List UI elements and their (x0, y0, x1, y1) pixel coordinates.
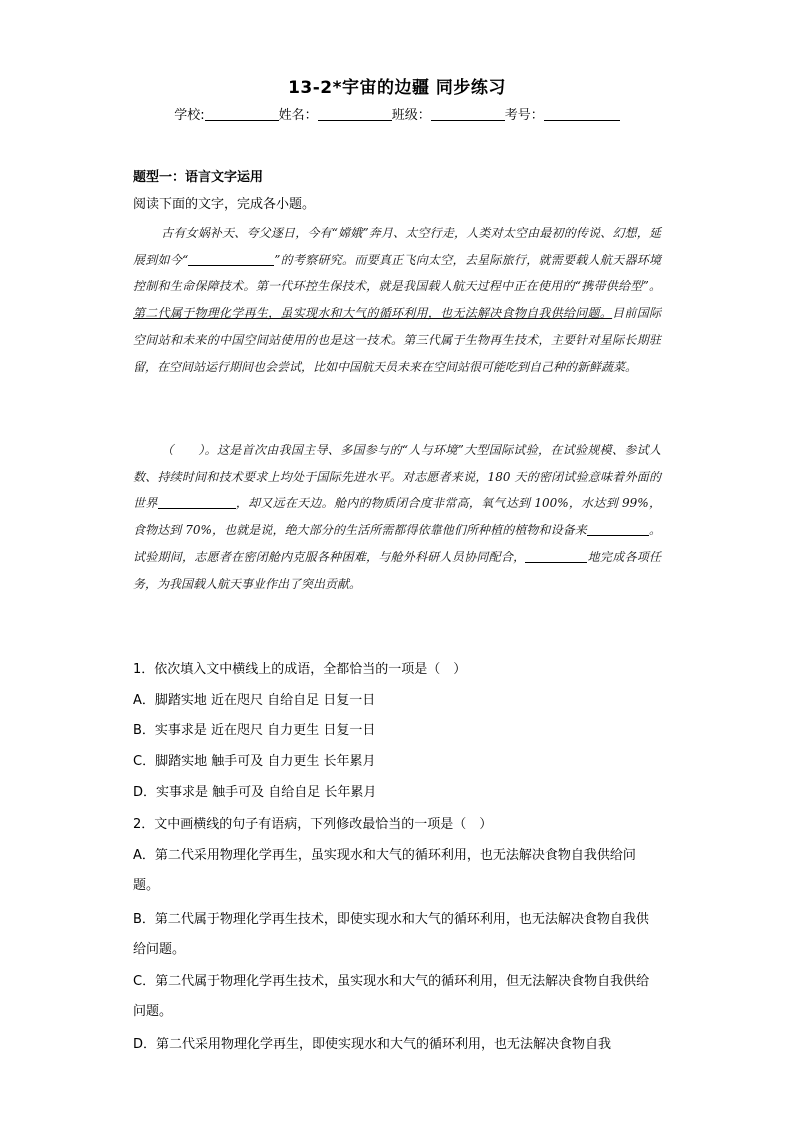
blank-4[interactable] (525, 550, 587, 563)
question-1-option-a[interactable]: A．脚踏实地 近在咫尺 自给自足 日复一日 (133, 693, 376, 708)
question-1-option-d[interactable]: D．实事求是 触手可及 自给自足 长年累月 (133, 785, 377, 800)
question-1-option-c[interactable]: C．脚踏实地 触手可及 自力更生 长年累月 (133, 754, 376, 769)
school-blank[interactable] (205, 107, 279, 121)
question-2-option-d[interactable]: D．第二代采用物理化学再生，即使实现水和大气的循环利用，也无法解决食物自我 (133, 1037, 612, 1052)
name-blank[interactable] (318, 107, 392, 121)
question-2-stem: 2．文中画横线的句子有语病，下列修改最恰当的一项是（ ） (133, 817, 493, 832)
page-title: 13-2*宇宙的边疆 同步练习 (288, 78, 506, 98)
question-2-option-c[interactable]: C．第二代属于物理化学再生技术，虽实现水和大气的循环利用，但无法解决食物自我供给问题。 (133, 974, 650, 1019)
exam-no-blank[interactable] (544, 107, 620, 121)
p2-text-b: ，却又远在天边。舱内的物质闭合度非常高，氧气达到 100%，水达到 99%，食物达到 70%，也就是说，绝大部分的生活所需都得依靠他们所种植的植物和设备来 (133, 496, 661, 538)
class-label: 班级： (391, 108, 431, 123)
passage-paragraph-1 (133, 220, 661, 380)
p2-text-a: （ ）。这是首次由我国主导、多国参与的“人与环境”大型国际试验，在试验规模、参试人数、持续时间和技术要求上均处于国际先进水平。对志愿者来说，180 天的密闭试验意味着外面的世界 (133, 443, 661, 511)
class-blank[interactable] (431, 107, 505, 121)
p1-text-b: ”的考察研究。而要真正飞向太空，去星际旅行，就需要载人航天器环境控制和生命保障技术。第一代环控生保技术，就是我国载人航天过程中正在使用的“携带供给型”。 (133, 252, 661, 294)
section-heading: 题型一：语言文字运用 (133, 170, 264, 185)
school-label: 学校: (174, 108, 205, 123)
name-label: 姓名： (278, 108, 318, 123)
blank-3[interactable] (587, 523, 649, 536)
blank-1[interactable] (188, 253, 274, 266)
student-info-line (0, 104, 794, 123)
passage-paragraph-2 (133, 437, 661, 597)
section-intro: 阅读下面的文字，完成各小题。 (133, 197, 316, 212)
exam-no-label: 考号： (504, 108, 544, 123)
question-2-option-a[interactable]: A．第二代采用物理化学再生，虽实现水和大气的循环利用，也无法解决食物自我供给问题。 (133, 848, 636, 893)
question-1-stem: 1．依次填入文中横线上的成语，全都恰当的一项是（ ） (133, 662, 467, 677)
p2-text-d: 地完成各项任务，为我国载人航天事业作出了突出贡献。 (133, 549, 661, 591)
p1-text-a: 古有女娲补天、夸父逐日，今有“嫦娥”奔月、太空行走，人类对太空由最初的传说、幻想，延展到如今“ (133, 226, 661, 267)
underlined-sentence: 第二代属于物理化学再生，虽实现水和大气的循环利用，也无法解决食物自我供给问题。 (133, 306, 613, 321)
question-1-option-b[interactable]: B．实事求是 近在咫尺 自力更生 日复一日 (133, 723, 376, 738)
p2-text-c: 。试验期间，志愿者在密闭舱内克服各种困难，与舱外科研人员协同配合， (133, 523, 661, 564)
question-2-option-b[interactable]: B．第二代属于物理化学再生技术，即使实现水和大气的循环利用，也无法解决食物自我供给问题。 (133, 912, 649, 957)
blank-2[interactable] (158, 496, 236, 509)
p1-text-c: 目前国际空间站和未来的中国空间站使用的也是这一技术。第三代属于生物再生技术，主要针对星际长期驻留，在空间站运行期间也会尝试，比如中国航天员未来在空间站很可能吃到自己种的新鲜蔬菜。 (133, 306, 661, 374)
